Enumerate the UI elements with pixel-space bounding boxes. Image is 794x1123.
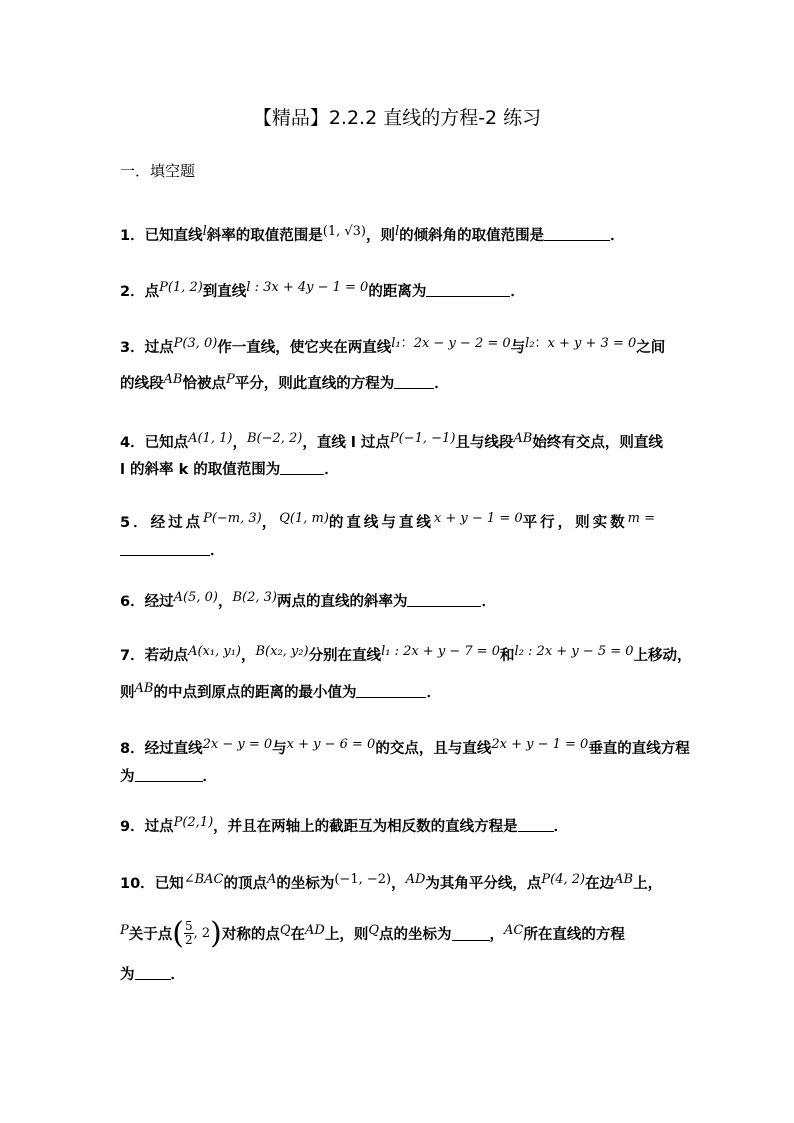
question-text: 为 (120, 769, 135, 785)
math-expr: AC (504, 922, 524, 938)
question-number: 8． (120, 741, 145, 757)
question-text: 过点 (144, 819, 174, 835)
question-text: ，并且在两轴上的截距互为相反数的直线方程是 (213, 819, 518, 835)
section-heading: 一．填空题 (120, 162, 196, 180)
math-expr: x + y − 6 = 0 (286, 737, 376, 752)
question-text: 关于点 (128, 926, 173, 943)
question-text: ． (610, 228, 625, 244)
math-expr: ∠BAC (183, 872, 224, 887)
question-1 (120, 224, 625, 245)
math-expr: P(−1, −1) (389, 431, 456, 446)
question-text: 作一直线，使它夹在两直线 (217, 340, 392, 356)
math-expr: P(−m, 3) (203, 511, 262, 526)
question-text: 对称的点 (221, 926, 280, 943)
question-text: ． (426, 685, 441, 701)
question-text: 在 (290, 926, 306, 943)
math-expr: (−1, −2) (334, 872, 392, 887)
question-number: 10． (120, 876, 155, 892)
answer-blank[interactable] (407, 592, 481, 607)
question-text: 恰被点 (182, 376, 226, 392)
question-text: l 的斜率 k 的取值范围为 (120, 462, 281, 478)
question-text: 之间 (636, 340, 666, 356)
question-text: ． (170, 967, 185, 983)
question-text: ． (202, 769, 217, 785)
question-text: 平行，则实数 (522, 515, 628, 531)
question-4 (120, 431, 663, 452)
math-expr: x + y + 3 = 0 (547, 336, 637, 351)
math-expr: l₁ : 2x + y − 7 = 0 (381, 644, 501, 659)
question-text: 点 (144, 284, 160, 300)
question-number: 3． (120, 340, 145, 356)
math-expr: A(1, 1) (188, 431, 233, 446)
fraction-numerator: 5 (184, 918, 193, 933)
question-text: 斜率的取值范围是 (206, 228, 323, 244)
question-text: 始终有交点，则直线 (532, 435, 663, 451)
math-expr: AD (405, 872, 426, 887)
math-expr: P (225, 372, 235, 387)
question-5 (120, 511, 655, 532)
question-text: ， (241, 648, 256, 664)
fraction-denominator: 2 (184, 932, 193, 947)
question-text: ． (324, 462, 339, 478)
math-expr: Q(1, m) (279, 511, 329, 526)
math-expr: A (266, 872, 277, 887)
math-expr: P(4, 2) (541, 872, 586, 887)
math-expr: AB (513, 431, 533, 446)
question-text: ， (261, 515, 280, 531)
math-expr: 2x − y − 2 = 0 (413, 336, 511, 351)
math-expr: l (395, 224, 400, 239)
question-3-line-2 (120, 372, 449, 393)
question-7-line-2 (120, 681, 441, 702)
math-paren: ( (172, 915, 184, 951)
answer-blank[interactable] (518, 817, 554, 832)
question-text: 在边 (585, 876, 615, 892)
question-9 (120, 815, 568, 836)
question-number: 4． (120, 435, 145, 451)
math-expr: A(5, 0) (173, 590, 218, 605)
math-paren: ) (210, 915, 222, 951)
question-text: ， (391, 876, 406, 892)
math-expr: l : 3x + 4y − 1 = 0 (246, 280, 369, 295)
math-expr: l (202, 224, 207, 239)
question-text: ，则 (366, 228, 395, 244)
math-expr: AB (614, 872, 634, 887)
math-expr: ： (534, 336, 548, 351)
question-number: 6． (120, 594, 145, 610)
question-text: ， (232, 435, 247, 451)
answer-blank[interactable] (452, 926, 490, 941)
question-text: 与 (272, 741, 287, 757)
question-10 (120, 872, 662, 893)
question-text: 的倾斜角的取值范围是 (399, 228, 545, 244)
question-text: 上，则 (324, 926, 369, 943)
math-expr: , 2 (193, 925, 211, 941)
math-expr: l₂ : 2x + y − 5 = 0 (514, 644, 634, 659)
question-text: 经过 (144, 594, 174, 610)
answer-blank[interactable] (135, 965, 171, 980)
question-text: ， (217, 594, 233, 610)
answer-blank[interactable] (280, 460, 324, 475)
math-expr: ： (400, 336, 414, 351)
math-expr: AB (134, 681, 154, 696)
question-text: ． (553, 819, 569, 835)
question-text: ，直线 l 过点 (302, 435, 390, 451)
math-expr: l₂ (525, 336, 535, 351)
question-text: 的直线与直线 (328, 515, 434, 531)
question-8-line-2 (120, 765, 217, 786)
math-expr: m = (627, 511, 655, 526)
question-text: 到直线 (202, 284, 247, 300)
question-text: 的交点，且与直线 (375, 741, 492, 757)
question-2 (120, 280, 525, 301)
question-number: 7． (120, 648, 145, 664)
page-title: 【精品】2.2.2 直线的方程-2 练习 (252, 107, 542, 129)
question-text: ． (481, 594, 496, 610)
math-expr: B(x₂, y₂) (255, 644, 309, 659)
answer-blank[interactable] (120, 541, 210, 556)
question-number: 2． (120, 284, 145, 300)
question-number: 9． (120, 819, 145, 835)
math-expr: A(x₁, y₁) (188, 644, 241, 659)
math-expr: P (120, 922, 129, 938)
math-expr: Q (368, 922, 380, 938)
question-text: ． (434, 376, 449, 392)
question-text: 和 (500, 648, 515, 664)
answer-blank[interactable] (544, 226, 610, 241)
question-text: 过点 (144, 340, 174, 356)
question-4-line-2 (120, 458, 339, 479)
question-text: 经过直线 (144, 741, 203, 757)
question-text: 为其角平分线，点 (425, 876, 542, 892)
question-text: 且与线段 (455, 435, 514, 451)
question-text: 分别在直线 (308, 648, 382, 664)
math-expr: P(1, 2) (159, 280, 203, 295)
question-text: ． (510, 284, 525, 300)
math-expr: 2x − y = 0 (202, 737, 273, 752)
question-10-line-3 (120, 963, 185, 984)
question-text: ． (210, 543, 225, 559)
answer-blank[interactable] (394, 374, 434, 389)
question-text: 为 (120, 967, 135, 983)
math-expr: B(−2, 2) (246, 431, 303, 446)
math-expr: AB (163, 372, 183, 387)
question-text: 的顶点 (223, 876, 267, 892)
question-text: 垂直的直线方程 (588, 741, 690, 757)
question-10-line-2 (120, 908, 625, 958)
question-text: 的坐标为 (276, 876, 335, 892)
question-text: 上移动， (633, 648, 692, 664)
question-5-line-2 (120, 539, 225, 560)
question-text: 两点的直线的斜率为 (276, 594, 408, 610)
question-text: ， (489, 926, 505, 943)
question-3 (120, 336, 665, 357)
answer-blank[interactable] (356, 683, 426, 698)
math-fraction (184, 920, 194, 947)
answer-blank[interactable] (426, 282, 510, 297)
question-text: 的线段 (120, 376, 164, 392)
math-expr: (1, √3) (322, 224, 366, 239)
question-7 (120, 644, 692, 665)
question-text: 则 (120, 685, 135, 701)
question-text: 点的坐标为 (379, 926, 452, 943)
question-text: 的距离为 (368, 284, 427, 300)
question-text: 已知 (154, 876, 184, 892)
question-text: 经过点 (150, 515, 204, 531)
math-expr: AD (305, 922, 325, 938)
math-expr: P(2,1) (173, 815, 214, 830)
question-text: 上， (633, 876, 663, 892)
math-expr: B(2, 3) (232, 590, 277, 605)
math-expr: 2x + y − 1 = 0 (491, 737, 589, 752)
answer-blank[interactable] (135, 767, 203, 782)
question-text: 所在直线的方程 (523, 926, 625, 943)
question-number: 5． (120, 515, 151, 531)
question-text: 的中点到原点的距离的最小值为 (153, 685, 357, 701)
question-8 (120, 737, 690, 758)
question-text: 与 (510, 340, 526, 356)
math-expr: P(3, 0) (173, 336, 218, 351)
question-text: 已知点 (144, 435, 189, 451)
question-text: 平分，则此直线的方程为 (234, 376, 395, 392)
question-text: 已知直线 (144, 228, 203, 244)
math-expr: Q (279, 922, 291, 938)
math-expr: l₁ (391, 336, 401, 351)
question-text: 若动点 (144, 648, 189, 664)
question-number: 1． (120, 228, 145, 244)
question-6 (120, 590, 496, 611)
math-expr: x + y − 1 = 0 (433, 511, 523, 526)
